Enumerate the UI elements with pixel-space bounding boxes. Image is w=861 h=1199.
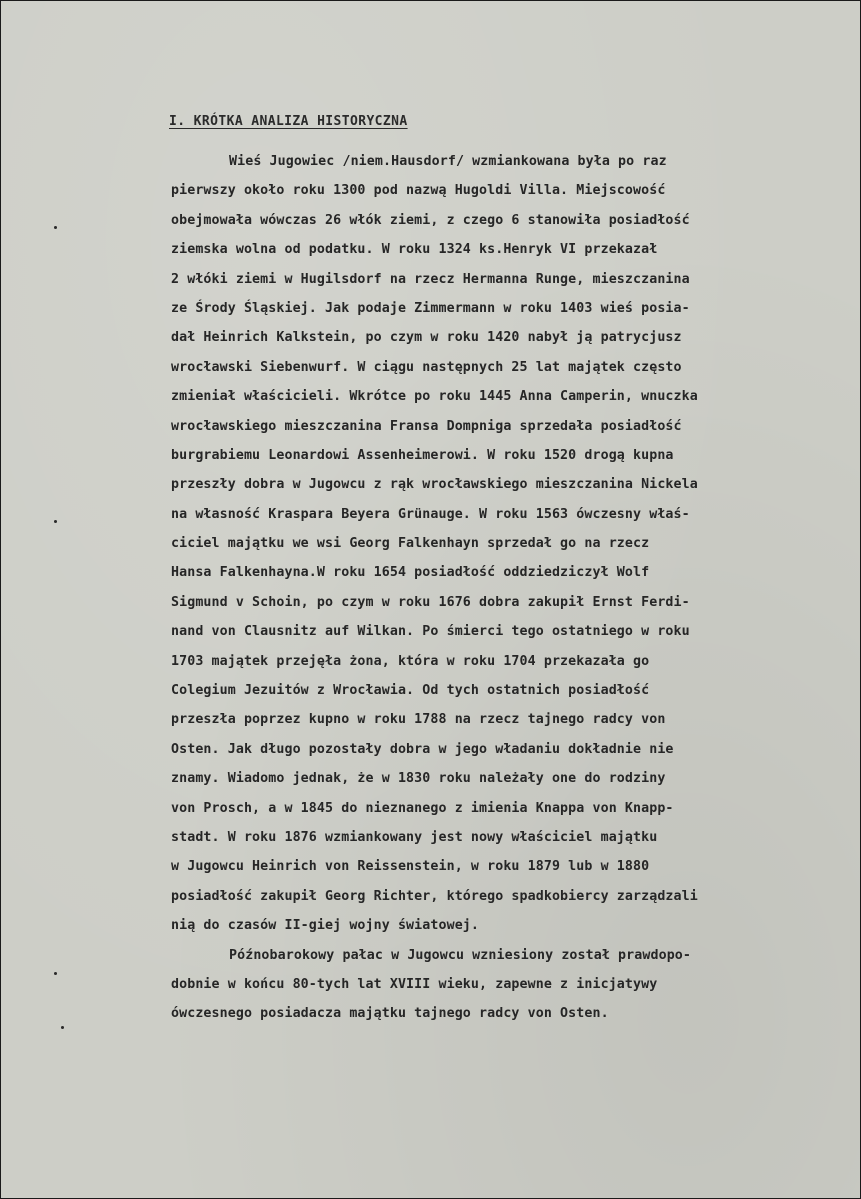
text-line: Wieś Jugowiec /niem.Hausdorf/ wzmiankowana była po raz	[229, 154, 667, 169]
text-line: Colegium Jezuitów z Wrocławia. Od tych ostatnich posiadłość	[171, 683, 650, 699]
document-body	[171, 147, 851, 1029]
text-line: wrocławskiego mieszczanina Fransa Dompniga sprzedała posiadłość	[171, 418, 682, 434]
margin-dot	[61, 1026, 64, 1029]
text-line: na własność Kraspara Beyera Grünauge. W roku 1563 ówczesny właś-	[171, 506, 690, 522]
margin-dot	[54, 972, 57, 975]
text-line: zmieniał właścicieli. Wkrótce po roku 1445 Anna Camperin, wnuczka	[171, 389, 698, 405]
text-line: posiadłość zakupił Georg Richter, którego spadkobiercy zarządzali	[171, 888, 698, 904]
text-line: nand von Clausnitz auf Wilkan. Po śmierci tego ostatniego w roku	[171, 624, 690, 640]
text-line: dał Heinrich Kalkstein, po czym w roku 1420 nabył ją patrycjusz	[171, 330, 682, 346]
text-line: ówczesnego posiadacza majątku tajnego radcy von Osten.	[171, 1006, 609, 1022]
text-line: wrocławski Siebenwurf. W ciągu następnych 25 lat majątek często	[171, 359, 682, 375]
text-line: Hansa Falkenhayna.W roku 1654 posiadłość oddziedziczył Wolf	[171, 565, 650, 581]
text-line: znamy. Wiadomo jednak, że w 1830 roku należały one do rodziny	[171, 771, 666, 787]
text-line: stadt. W roku 1876 wzmiankowany jest nowy właściciel majątku	[171, 829, 658, 845]
text-line: dobnie w końcu 80-tych lat XVIII wieku, zapewne z inicjatywy	[171, 976, 658, 992]
text-line: Późnobarokowy pałac w Jugowcu wzniesiony został prawdopo-	[229, 947, 692, 963]
text-line: pierwszy około roku 1300 pod nazwą Hugoldi Villa. Miejscowość	[171, 183, 666, 199]
section-title: I. KRÓTKA ANALIZA HISTORYCZNA	[169, 114, 408, 129]
text-line: ze Środy Śląskiej. Jak podaje Zimmermann w roku 1403 wieś posia-	[171, 300, 690, 316]
text-line: w Jugowcu Heinrich von Reissenstein, w roku 1879 lub w 1880	[171, 859, 650, 875]
text-line: 2 włóki ziemi w Hugilsdorf na rzecz Hermanna Runge, mieszczanina	[171, 271, 690, 287]
margin-dot	[54, 226, 57, 229]
text-line: von Prosch, a w 1845 do nieznanego z imienia Knappa von Knapp-	[171, 800, 674, 816]
text-line: ziemska wolna od podatku. W roku 1324 ks.Henryk VI przekazał	[171, 242, 658, 258]
text-line: nią do czasów II-giej wojny światowej.	[171, 918, 480, 934]
text-line: ciciel majątku we wsi Georg Falkenhayn sprzedał go na rzecz	[171, 536, 650, 552]
text-line: przeszły dobra w Jugowcu z rąk wrocławskiego mieszczanina Nickela	[171, 477, 698, 493]
paragraph-history	[171, 147, 851, 941]
text-line: obejmowała wówczas 26 włók ziemi, z czego 6 stanowiła posiadłość	[171, 212, 690, 228]
text-line: Osten. Jak długo pozostały dobra w jego władaniu dokładnie nie	[171, 741, 674, 757]
text-line: przeszła poprzez kupno w roku 1788 na rzecz tajnego radcy von	[171, 712, 666, 728]
text-line: 1703 majątek przejęła żona, która w roku 1704 przekazała go	[171, 653, 650, 669]
paragraph-palace	[171, 941, 851, 1029]
text-line: burgrabiemu Leonardowi Assenheimerowi. W roku 1520 drogą kupna	[171, 447, 674, 463]
margin-dot	[54, 520, 57, 523]
text-line: Sigmund v Schoin, po czym w roku 1676 dobra zakupił Ernst Ferdi-	[171, 594, 690, 610]
